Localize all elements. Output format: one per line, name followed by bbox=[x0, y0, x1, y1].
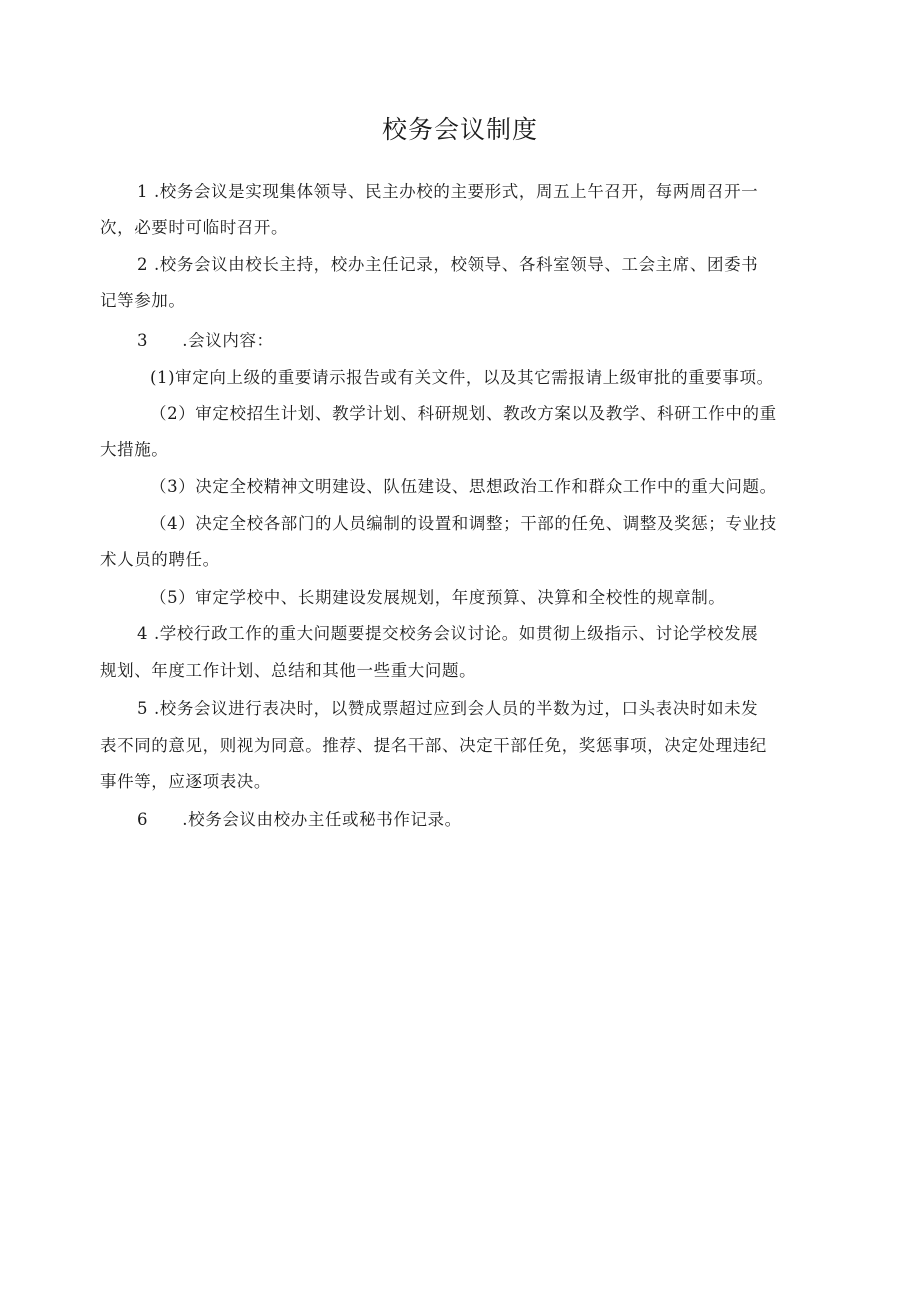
paragraph-line: 次，必要时可临时召开。 bbox=[100, 218, 289, 237]
list-item: 大措施。 bbox=[100, 440, 169, 459]
paragraph-line: 规划、年度工作计划、总结和其他一些重大问题。 bbox=[100, 661, 477, 680]
list-item: （5）审定学校中、长期建设发展规划，年度预算、决算和全校性的规章制。 bbox=[150, 588, 726, 607]
list-item: （2）审定校招生计划、教学计划、科研规划、教改方案以及教学、科研工作中的重 bbox=[150, 404, 777, 423]
paragraph-line: 5 .校务会议进行表决时，以赞成票超过应到会人员的半数为过，口头表决时如未发 bbox=[137, 699, 759, 718]
list-item: (1)审定向上级的重要请示报告或有关文件，以及其它需报请上级审批的重要事项。 bbox=[150, 368, 774, 387]
paragraph-line: 2 .校务会议由校长主持，校办主任记录，校领导、各科室领导、工会主席、团委书 bbox=[137, 255, 759, 274]
list-item: 术人员的聘任。 bbox=[100, 550, 220, 569]
list-item: （4）决定全校各部门的人员编制的设置和调整；干部的任免、调整及奖惩；专业技 bbox=[150, 514, 777, 533]
paragraph-line: 3 .会议内容： bbox=[137, 331, 274, 350]
paragraph-line: 表不同的意见，则视为同意。推荐、提名干部、决定干部任免，奖惩事项，决定处理违纪 bbox=[100, 736, 767, 755]
paragraph-line: 6 .校务会议由校办主任或秘书作记录。 bbox=[137, 810, 462, 829]
paragraph-line: 事件等，应逐项表决。 bbox=[100, 772, 271, 791]
paragraph-line: 4 .学校行政工作的重大问题要提交校务会议讨论。如贯彻上级指示、讨论学校发展 bbox=[137, 624, 759, 643]
paragraph-line: 1 .校务会议是实现集体领导、民主办校的主要形式，周五上午召开，每两周召开一 bbox=[137, 182, 759, 201]
paragraph-line: 记等参加。 bbox=[100, 291, 186, 310]
list-item: （3）决定全校精神文明建设、队伍建设、思想政治工作和群众工作中的重大问题。 bbox=[150, 477, 777, 496]
document-title: 校务会议制度 bbox=[381, 115, 538, 144]
